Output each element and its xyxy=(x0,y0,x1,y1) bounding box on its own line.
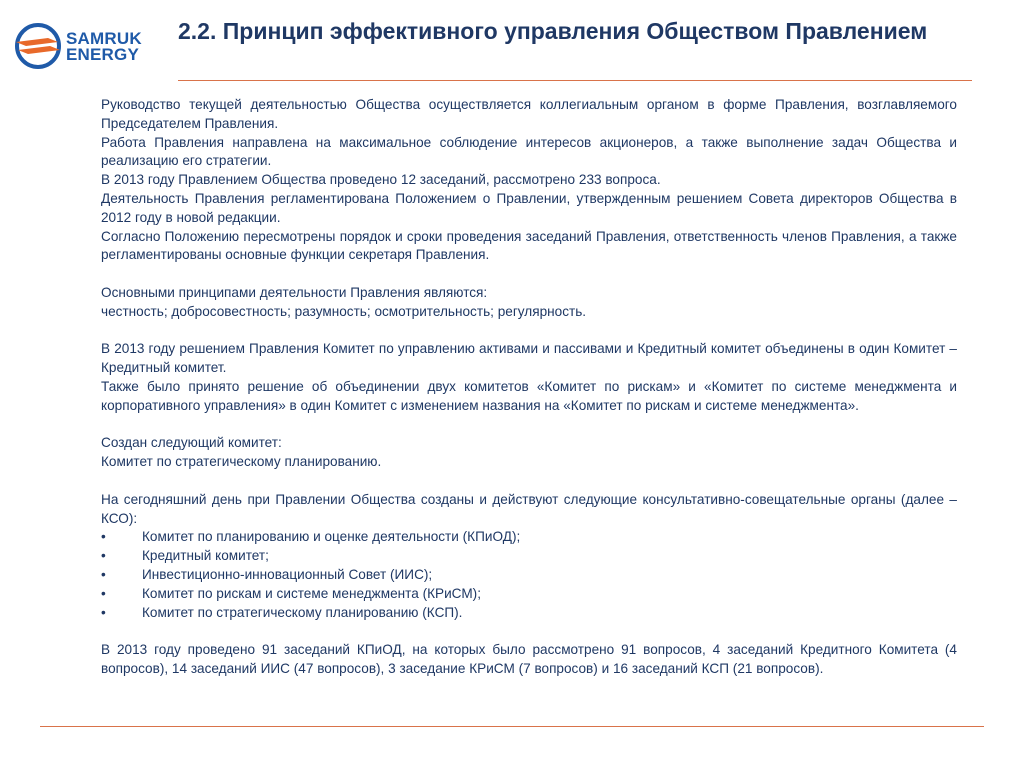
spacer xyxy=(101,322,957,341)
paragraph: честность; добросовестность; разумность; осмотрительность; регулярность. xyxy=(101,303,587,319)
bullet-icon: • xyxy=(101,529,106,545)
list-item-text: Комитет по рискам и системе менеджмента (КРиСМ); xyxy=(142,585,481,601)
list-item xyxy=(101,604,957,623)
paragraph: Деятельность Правления регламентирована Положением о Правлении, утвержденным решением Совета директоров Общества в 2012 году в новой редакции. xyxy=(101,190,957,225)
spacer xyxy=(101,416,957,435)
list-item-text: Комитет по планированию и оценке деятельности (КПиОД); xyxy=(142,529,521,545)
paragraph: В 2013 году решением Правления Комитет по управлению активами и пассивами и Кредитный комитет объединены в один Комитет – Кредитный комитет. xyxy=(101,341,957,376)
paragraph: Руководство текущей деятельностью Общества осуществляется коллегиальным органом в форме Правления, возглавляемого Председателем Правления. xyxy=(101,97,957,131)
paragraph: Согласно Положению пересмотрены порядок и сроки проведения заседаний Правления, ответственность членов Правления, а также регламентированы основные функции секретаря Правления. xyxy=(101,228,957,263)
paragraph: Также было принято решение об объединении двух комитетов «Комитет по рискам» и «Комитет по системе менеджмента и корпоративного управления» в один Комитет с изменением названия на «Комитет по рискам и системе менеджмента». xyxy=(101,378,957,413)
paragraph: Работа Правления направлена на максимальное соблюдение интересов акционеров, а также выполнение задач Общества и реализацию его стратегии. xyxy=(101,134,957,169)
document-body xyxy=(101,96,957,679)
footer-divider xyxy=(40,726,984,727)
paragraph: Основными принципами деятельности Правления являются: xyxy=(101,284,488,300)
spacer xyxy=(101,265,957,284)
bullet-icon: • xyxy=(101,566,106,582)
logo-wordmark xyxy=(66,31,142,63)
page-title: 2.2. Принцип эффективного управления Обществом Правлением xyxy=(178,18,928,44)
list-item xyxy=(101,566,957,585)
title-divider xyxy=(178,80,972,81)
logo-line-2: ENERGY xyxy=(66,45,139,64)
paragraph: В 2013 году проведено 91 заседаний КПиОД, на которых было рассмотрено 91 вопросов, 4 заседаний Кредитного Комитета (4 вопросов), 14 заседаний ИИС (47 вопросов), 3 заседание КРиСМ (7 вопросов) и 16 заседаний КСП (21 вопросов). xyxy=(101,642,957,676)
list-item xyxy=(101,585,957,604)
bullet-icon: • xyxy=(101,585,106,601)
logo-emblem-icon xyxy=(14,22,64,70)
list-item-text: Кредитный комитет; xyxy=(142,548,269,564)
bullet-icon: • xyxy=(101,604,106,620)
paragraph: Комитет по стратегическому планированию. xyxy=(101,454,382,470)
company-logo xyxy=(14,22,154,70)
bullet-icon: • xyxy=(101,548,106,564)
paragraph: Создан следующий комитет: xyxy=(101,435,282,451)
spacer xyxy=(101,472,957,491)
list-item xyxy=(101,528,957,547)
logo-line-1: SAMRUK xyxy=(66,29,142,48)
list-item-text: Комитет по стратегическому планированию (КСП). xyxy=(142,604,463,620)
paragraph: На сегодняшний день при Правлении Общества созданы и действуют следующие консультативно-совещательные органы (далее – КСО): xyxy=(101,491,957,526)
list-item xyxy=(101,547,957,566)
paragraph: В 2013 году Правлением Общества проведено 12 заседаний, рассмотрено 233 вопроса. xyxy=(101,172,661,188)
list-item-text: Инвестиционно-инновационный Совет (ИИС); xyxy=(142,566,433,582)
spacer xyxy=(101,622,957,641)
